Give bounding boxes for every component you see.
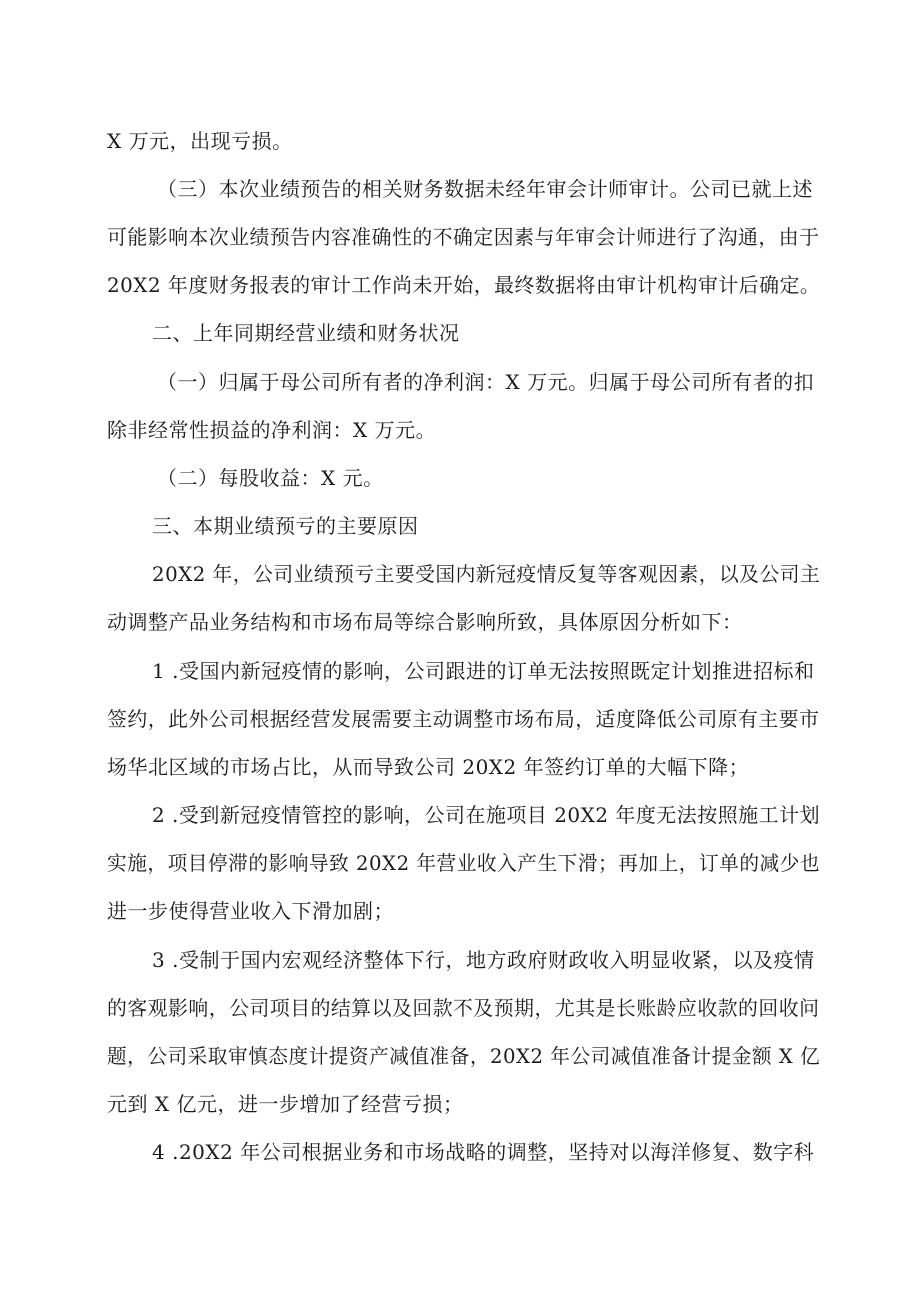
text-line-16: 实施，项目停滞的影响导致 20X2 年营业收入产生下滑；再加上，订单的减少也 — [107, 851, 821, 875]
text-line-4: 20X2 年度财务报表的审计工作尚未开始，最终数据将由审计机构审计后确定。 — [107, 273, 821, 297]
text-line-21: 元到 X 亿元，进一步增加了经营亏损； — [107, 1092, 464, 1116]
text-line-14: 场华北区域的市场占比，从而导致公司 20X2 年签约订单的大幅下降； — [107, 755, 750, 779]
text-line-20: 题，公司采取审慎态度计提资产减值准备，20X2 年公司减值准备计提金额 X 亿 — [107, 1044, 821, 1068]
text-line-11: 动调整产品业务结构和市场布局等综合影响所致，具体原因分析如下： — [107, 610, 743, 634]
list-item-2: 2 .受到新冠疫情管控的影响，公司在施项目 20X2 年度无法按照施工计划 — [152, 803, 821, 827]
text-line-8: （二）每股收益：X 元。 — [157, 466, 384, 490]
text-line-13: 签约，此外公司根据经营发展需要主动调整市场布局，适度降低公司原有主要市 — [107, 707, 820, 731]
section-heading-2: 二、上年同期经营业绩和财务状况 — [152, 321, 460, 345]
list-item-1: 1 .受国内新冠疫情的影响，公司跟进的订单无法按照既定计划推进招标和 — [152, 659, 815, 683]
text-line-17: 进一步使得营业收入下滑加剧； — [107, 899, 394, 923]
list-item-4: 4 .20X2 年公司根据业务和市场战略的调整，坚持对以海洋修复、数字科 — [152, 1140, 815, 1164]
text-line-2: （三）本次业绩预告的相关财务数据未经年审会计师审计。公司已就上述 — [157, 177, 813, 201]
text-line-10: 20X2 年，公司业绩预亏主要受国内新冠疫情反复等客观因素，以及公司主 — [152, 562, 821, 586]
text-line-6: （一）归属于母公司所有者的净利润：X 万元。归属于母公司所有者的扣 — [157, 370, 815, 394]
text-line-3: 可能影响本次业绩预告内容准确性的不确定因素与年审会计师进行了沟通，由于 — [107, 225, 820, 249]
text-line-19: 的客观影响，公司项目的结算以及回款不及预期，尤其是长账龄应收款的回收问 — [107, 996, 820, 1020]
section-heading-3: 三、本期业绩预亏的主要原因 — [152, 514, 419, 538]
text-line-1: X 万元，出现亏损。 — [107, 129, 293, 153]
text-line-7: 除非经常性损益的净利润：X 万元。 — [107, 418, 437, 442]
list-item-3: 3 .受制于国内宏观经济整体下行，地方政府财政收入明显收紧，以及疫情 — [152, 948, 815, 972]
